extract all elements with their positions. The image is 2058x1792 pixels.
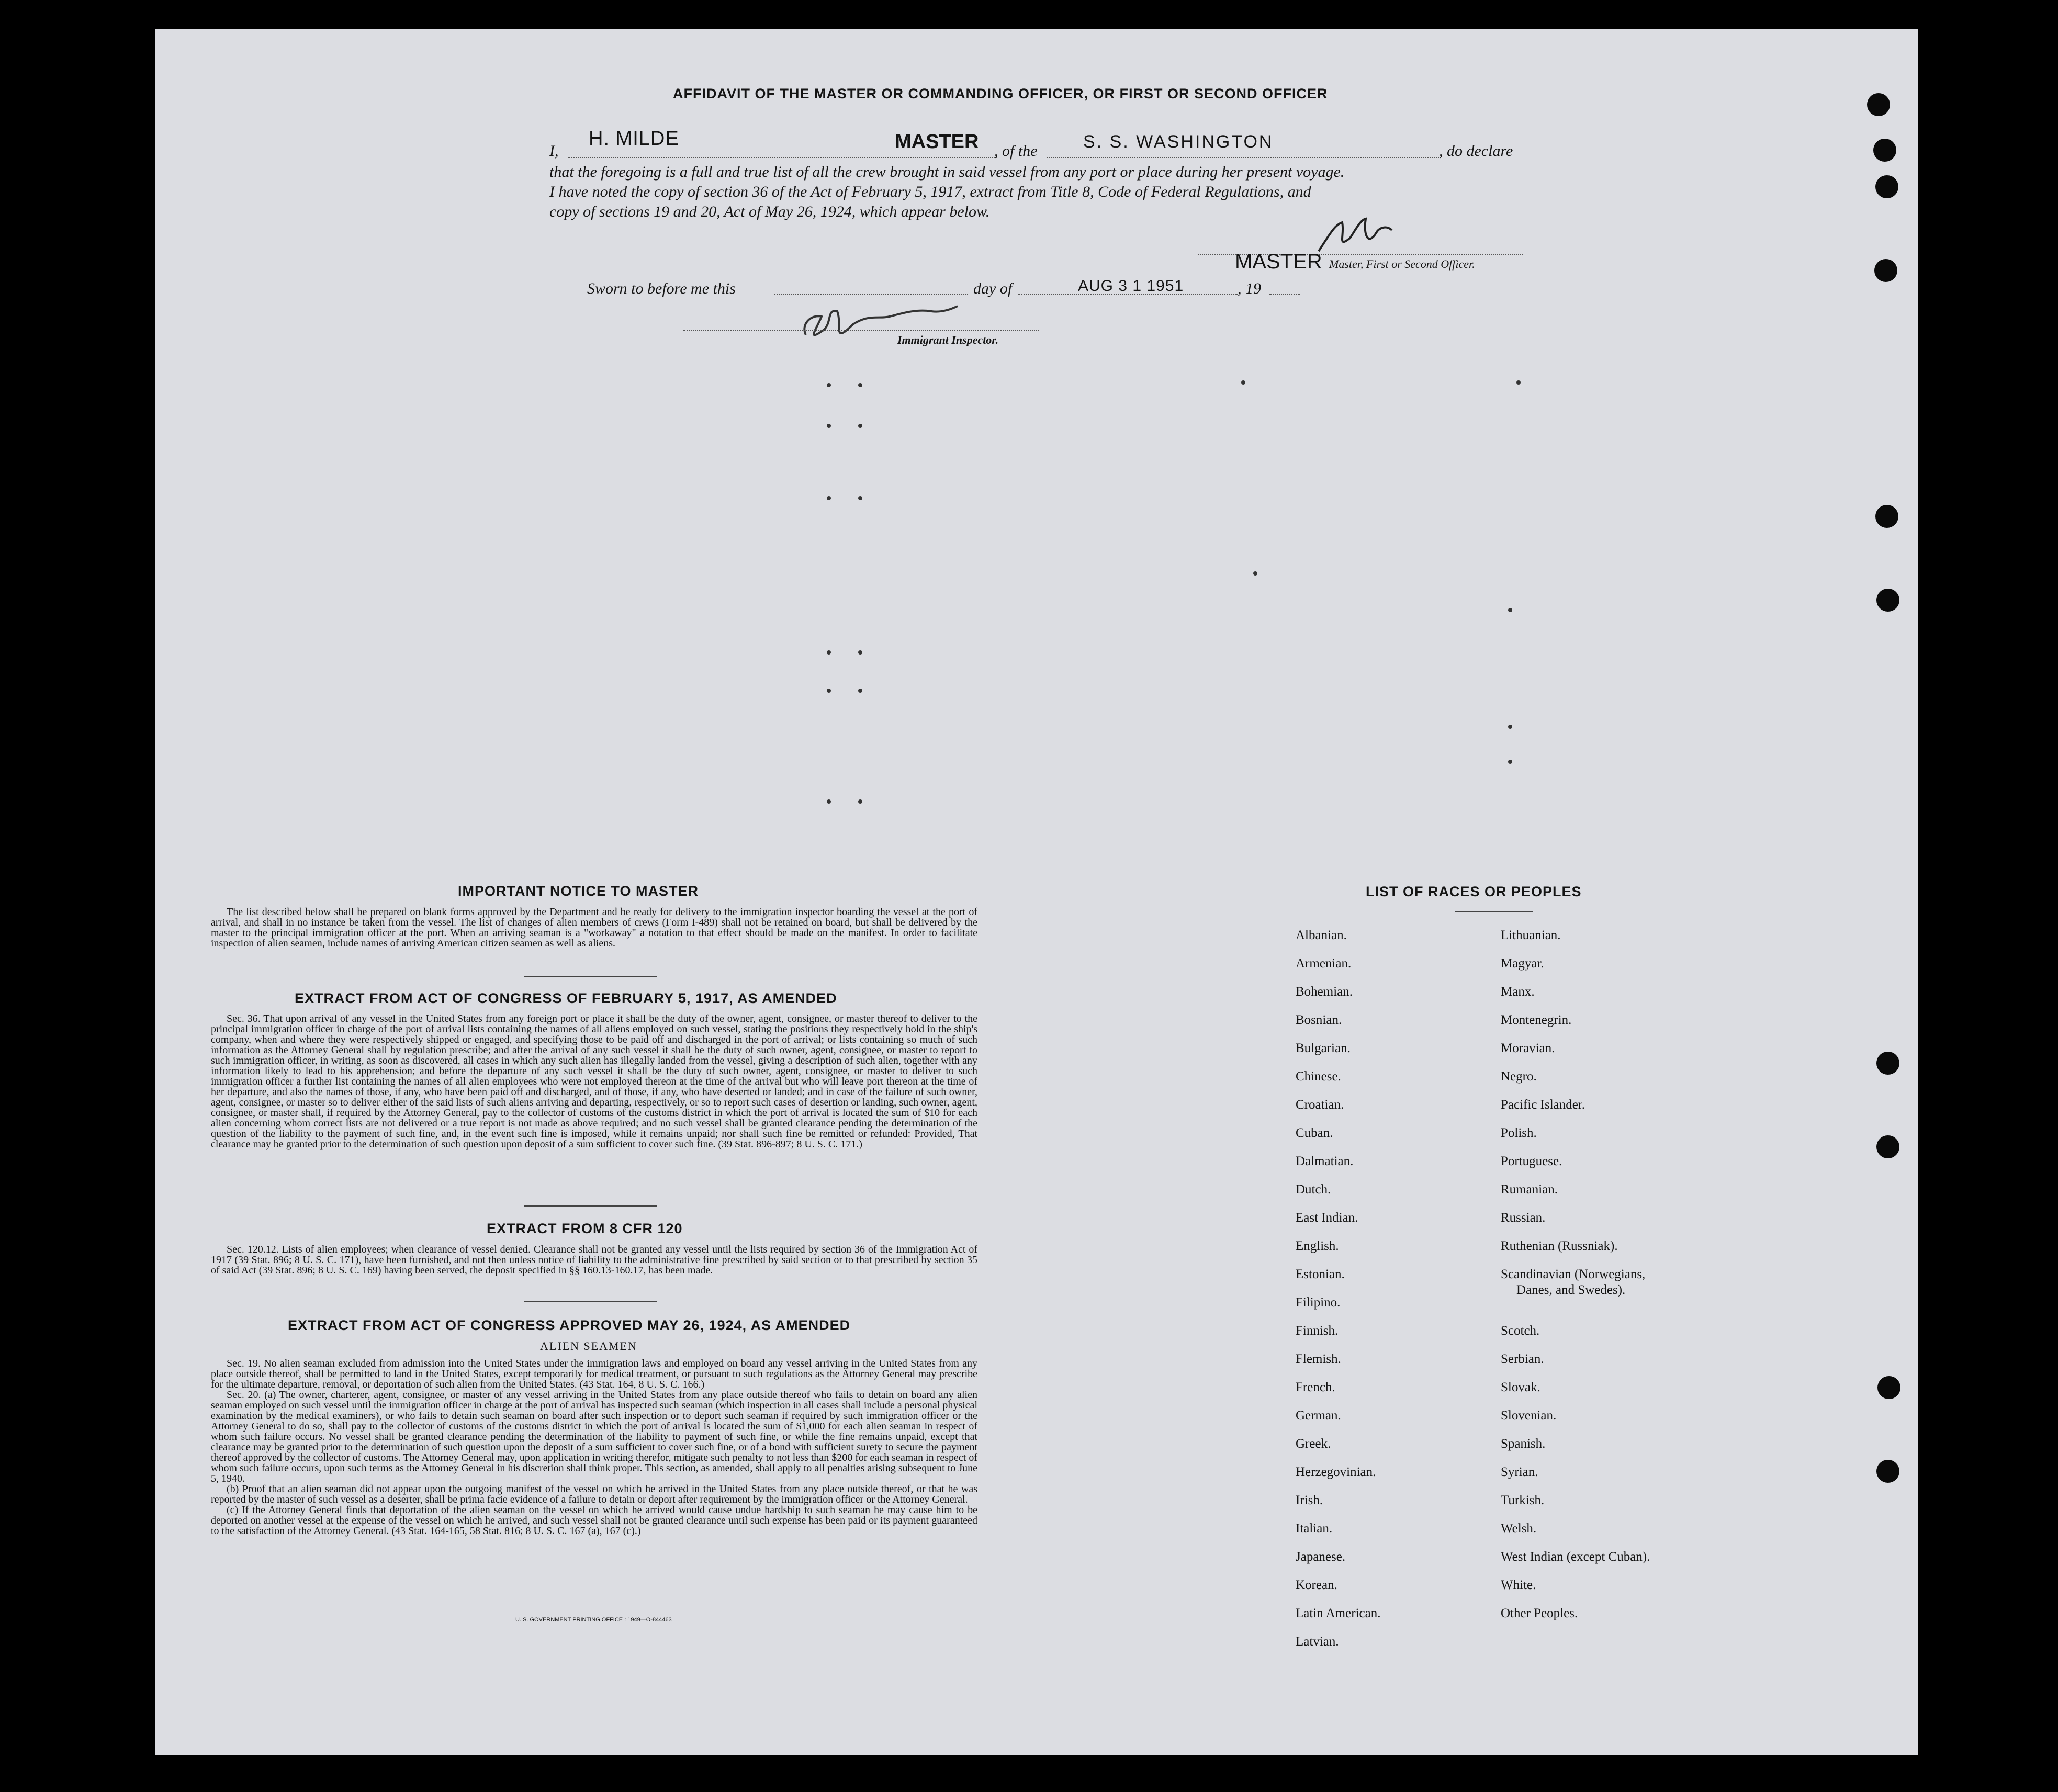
bleed-mark: [1253, 571, 1257, 576]
binder-hole: [1875, 175, 1898, 198]
race-item: Syrian.: [1501, 1465, 1538, 1479]
race-item: Serbian.: [1501, 1352, 1544, 1366]
race-item: Albanian.: [1296, 928, 1347, 942]
race-item: Polish.: [1501, 1126, 1537, 1140]
bleed-mark: [827, 650, 831, 655]
printing-office-imprint: U. S. GOVERNMENT PRINTING OFFICE : 1949—O-844463: [515, 1617, 672, 1623]
race-item: Latvian.: [1296, 1635, 1339, 1649]
extract-1924-paragraph: (b) Proof that an alien seaman did not appear upon the outgoing manifest of the vessel on which he arrived in the United States from any place outside thereof, or that he was reported by the master of such vessel as a deserter, shall be prima facie evidence of a failure to detain or deport after requirement by the immigration officer or the Attorney General.: [211, 1483, 977, 1505]
bleed-mark: [827, 383, 831, 387]
sworn-text: Sworn to before me this: [587, 280, 736, 297]
race-item: Magyar.: [1501, 956, 1544, 971]
race-item: Rumanian.: [1501, 1182, 1558, 1197]
vessel-blank: [1047, 157, 1439, 158]
inspector-signature-line: [683, 330, 1039, 331]
bleed-mark: [858, 799, 862, 804]
divider: [1455, 911, 1533, 912]
race-item: Lithuanian.: [1501, 928, 1561, 942]
race-item: Latin American.: [1296, 1606, 1381, 1620]
divider: [524, 1205, 657, 1207]
race-item: Welsh.: [1501, 1521, 1537, 1536]
of-the-text: , of the: [994, 142, 1038, 160]
binder-hole: [1876, 1460, 1899, 1483]
extract-1917-title: EXTRACT FROM ACT OF CONGRESS OF FEBRUARY 5, 1917, AS AMENDED: [295, 990, 837, 1006]
race-item: Moravian.: [1501, 1041, 1555, 1055]
inspector-caption: Immigrant Inspector.: [897, 333, 999, 346]
race-item: Irish.: [1296, 1493, 1323, 1507]
race-item: Estonian.: [1296, 1267, 1345, 1281]
binder-hole: [1875, 505, 1898, 528]
affidavit-line-3: I have noted the copy of section 36 of the Act of February 5, 1917, extract from Title 8, Code of Federal Regulations, and: [549, 183, 1311, 200]
race-item: German.: [1296, 1408, 1341, 1423]
race-item: Japanese.: [1296, 1550, 1346, 1564]
race-item: French.: [1296, 1380, 1335, 1394]
master-signature: [1313, 215, 1408, 262]
bleed-mark: [1508, 608, 1512, 612]
extract-cfr-text: [211, 1244, 977, 1276]
divider: [524, 1301, 657, 1302]
bleed-mark: [827, 496, 831, 500]
bleed-mark: [858, 689, 862, 693]
do-declare-text: , do declare: [1439, 142, 1513, 160]
name-blank: [568, 157, 997, 158]
race-item: Flemish.: [1296, 1352, 1341, 1366]
bleed-mark: [827, 424, 831, 428]
race-item: Russian.: [1501, 1211, 1546, 1225]
race-item: Montenegrin.: [1501, 1013, 1572, 1027]
bleed-mark: [827, 799, 831, 804]
race-item: Italian.: [1296, 1521, 1333, 1536]
extract-1917-paragraph: Sec. 36. That upon arrival of any vessel in the United States from any foreign port or place it shall be the duty of the owner, agent, consignee, or master thereof to deliver to the principal immigration officer in charge of the port of arrival lists containing the names of all aliens employed on such vessel, stating the positions they respectively hold in the ship's company, when and where they were respectively shipped or engaged, and specifying those to be paid off and discharged in the port of arrival; or lists containing so much of such information as the Attorney General shall by regulation prescribe; and after the arrival of any such vessel it shall be the duty of such owner, agent, consignee, or master to report to such immigration officer, in writing, as soon as discovered, all cases in which any such alien has illegally landed from the vessel, giving a description of such alien, together with any information likely to lead to his apprehension; and before the departure of any such vessel it shall be the duty of such owner, agent, consignee, or master to deliver to such immigration officer a further list containing the names of all alien employees who were not employed thereon at the time of the arrival but who will leave port thereon at the time of her departure, and also the names of those, if any, who have been paid off and discharged, and of those, if any, who have deserted or landed; and in case of the failure of such owner, agent, consignee, or master so to deliver either of the said lists of such aliens arriving and departing, respectively, or so to report such cases of desertion or landing, such owner, agent, consignee, or master shall, if required by the Attorney General, pay to the collector of customs of the customs district in which the port of arrival is located the sum of $10 for each alien concerning whom correct lists are not delivered or a true report is not made as above required; and no such vessel shall be granted clearance pending the determination of the question of the liability to the payment of such fine, and, in the event such fine is imposed, while it remains unpaid; nor shall such fine be remitted or refunded: Provided, That clearance may be granted prior to the determination of such question upon deposit of a sum sufficient to cover such fine. (39 Stat. 896-897; 8 U. S. C. 171.): [211, 1013, 977, 1150]
race-item: Ruthenian (Russniak).: [1501, 1239, 1618, 1253]
race-item: Dutch.: [1296, 1182, 1331, 1197]
divider: [524, 976, 657, 977]
bleed-mark: [1508, 725, 1512, 729]
race-item: Greek.: [1296, 1437, 1331, 1451]
race-item: Negro.: [1501, 1069, 1537, 1084]
master-signature-caption: Master, First or Second Officer.: [1329, 257, 1475, 271]
extract-1924-paragraph: Sec. 19. No alien seaman excluded from admission into the United States under the immigration laws and employed on board any vessel arriving in the United States from any place outside thereof, shall be permitted to land in the United States, except temporarily for medical treatment, or pursuant to such regulations as the Attorney General may prescribe for the ultimate departure, removal, or deportation of such alien from the United States. (43 Stat. 164, 8 U. S. C. 166.): [211, 1358, 977, 1390]
extract-1924-paragraph: (c) If the Attorney General finds that deportation of the alien seaman on the vessel on which he arrived would cause undue hardship to such seaman he may cause him to be deported on another vessel at the expense of the vessel on which he arrived, and such vessel shall not be granted clearance until such expense has been paid or its payment guaranteed to the satisfaction of the Attorney General. (43 Stat. 164-165, 58 Stat. 816; 8 U. S. C. 167 (a), 167 (c).): [211, 1504, 977, 1537]
race-item: Filipino.: [1296, 1295, 1341, 1310]
notice-text: [211, 907, 977, 949]
race-item: Bulgarian.: [1296, 1041, 1351, 1055]
race-item: Scandinavian (Norwegians,: [1501, 1267, 1646, 1281]
race-item: White.: [1501, 1578, 1536, 1592]
bleed-mark: [858, 650, 862, 655]
race-item: Finnish.: [1296, 1324, 1339, 1338]
race-item: Portuguese.: [1501, 1154, 1562, 1168]
extract-1917-text: [211, 1013, 977, 1149]
race-item: Scotch.: [1501, 1324, 1540, 1338]
races-title: LIST OF RACES OR PEOPLES: [1366, 884, 1582, 899]
extract-1924-paragraph: Sec. 20. (a) The owner, charterer, agent, consignee, or master of any vessel arriving in the United States from any place outside thereof who fails to detain on board any alien seaman employed on such vessel until the immigration officer in charge at the port of arrival has inspected such seaman (which inspection in all cases shall include a personal physical examination by the medical examiners), or who fails to detain such seaman on board after such inspection or to deport such seaman if required by such immigration officer or the Attorney General to do so, shall pay to the collector of customs of the customs district in which the port of arrival is located the sum of $1,000 for each alien seaman in respect of whom such failure occurs. No vessel shall be granted clearance pending the determination of the liability to payment of such fine, or while the fine remains unpaid, except that clearance may be granted prior to the determination of such question upon the deposit of a sum sufficient to cover such fine, or of a bond with sufficient surety to secure the payment thereof approved by the collector of customs. The Attorney General may, upon application in writing therefor, mitigate such penalty to not less than $200 for each seaman in respect of whom such failure occurs, upon such terms as the Attorney General in his discretion shall think proper. This section, as amended, shall apply to all penalties arising subsequent to June 5, 1940.: [211, 1389, 977, 1484]
day-of-text: day of: [973, 280, 1013, 297]
notice-title: IMPORTANT NOTICE TO MASTER: [458, 883, 699, 899]
race-item: Armenian.: [1296, 956, 1352, 971]
notice-paragraph: The list described below shall be prepared on blank forms approved by the Department and be ready for delivery to the immigration inspector boarding the vessel at the port of arrival, and shall in no instance be taken from the vessel. The list of changes of alien members of crews (Form I-489) shall not be retained on board, but shall be delivered by the master to the principal immigration officer at the port. When an arriving seaman is a "workaway" a notation to that effect should be made on the manifest. In order to facilitate inspection of alien seamen, include names of arriving American citizen seamen as well as aliens.: [211, 906, 977, 949]
extract-cfr-paragraph: Sec. 120.12. Lists of alien employees; when clearance of vessel denied. Clearance shall not be granted any vessel until the lists required by section 36 of the Immigration Act of 1917 (39 Stat. 896; 8 U. S. C. 171), have been furnished, and not then unless notice of liability to the administrative fine prescribed by said section or to that prescribed by section 35 of said Act (39 Stat. 896; 8 U. S. C. 169) having been served, the deposit specified in §§ 160.13-160.17, has been made.: [211, 1244, 977, 1276]
race-item: Korean.: [1296, 1578, 1337, 1592]
race-item: Slovak.: [1501, 1380, 1540, 1394]
race-item: West Indian (except Cuban).: [1501, 1550, 1650, 1564]
sworn-year-blank: [1269, 294, 1300, 295]
master-name: H. MILDE: [589, 128, 679, 150]
race-item: English.: [1296, 1239, 1339, 1253]
race-item: Dalmatian.: [1296, 1154, 1354, 1168]
race-item: Bosnian.: [1296, 1013, 1342, 1027]
extract-1924-title: EXTRACT FROM ACT OF CONGRESS APPROVED MAY 26, 1924, AS AMENDED: [288, 1317, 851, 1333]
race-item: Pacific Islander.: [1501, 1098, 1585, 1112]
bleed-mark: [1516, 380, 1521, 385]
affidavit-title: AFFIDAVIT OF THE MASTER OR COMMANDING OFFICER, OR FIRST OR SECOND OFFICER: [673, 86, 1328, 102]
date-stamp: AUG 3 1 1951: [1078, 277, 1184, 295]
race-item: Chinese.: [1296, 1069, 1341, 1084]
race-item: Croatian.: [1296, 1098, 1344, 1112]
race-item: Slovenian.: [1501, 1408, 1557, 1423]
affidavit-pronoun: I,: [549, 142, 559, 160]
race-item: Herzegovinian.: [1296, 1465, 1376, 1479]
bleed-mark: [827, 689, 831, 693]
race-item: Danes, and Swedes).: [1516, 1283, 1626, 1297]
binder-hole: [1876, 1052, 1899, 1075]
extract-cfr-title: EXTRACT FROM 8 CFR 120: [487, 1221, 683, 1236]
binder-hole: [1876, 1135, 1899, 1158]
bleed-mark: [1241, 380, 1245, 385]
bleed-mark: [858, 383, 862, 387]
extract-1924-text: [211, 1358, 977, 1536]
affidavit-line-2: that the foregoing is a full and true list of all the crew brought in said vessel from any port or place during her present voyage.: [549, 163, 1345, 181]
race-item: East Indian.: [1296, 1211, 1358, 1225]
master-stamp: MASTER: [1235, 250, 1322, 273]
race-item: Turkish.: [1501, 1493, 1545, 1507]
binder-hole: [1876, 589, 1899, 612]
vessel-name: S. S. WASHINGTON: [1083, 132, 1274, 152]
year-prefix: , 19: [1238, 280, 1261, 297]
affidavit-line-4: copy of sections 19 and 20, Act of May 26, 1924, which appear below.: [549, 203, 990, 220]
master-rank: MASTER: [895, 131, 979, 153]
binder-hole: [1873, 139, 1896, 162]
race-item: Bohemian.: [1296, 985, 1353, 999]
race-item: Manx.: [1501, 985, 1535, 999]
binder-hole: [1867, 93, 1890, 116]
binder-hole: [1877, 1376, 1900, 1399]
bleed-mark: [1508, 760, 1512, 764]
bleed-mark: [858, 496, 862, 500]
bleed-mark: [858, 424, 862, 428]
race-item: Spanish.: [1501, 1437, 1546, 1451]
race-item: Other Peoples.: [1501, 1606, 1578, 1620]
extract-1924-subtitle: ALIEN SEAMEN: [540, 1339, 637, 1353]
race-item: Cuban.: [1296, 1126, 1333, 1140]
binder-hole: [1874, 259, 1897, 282]
